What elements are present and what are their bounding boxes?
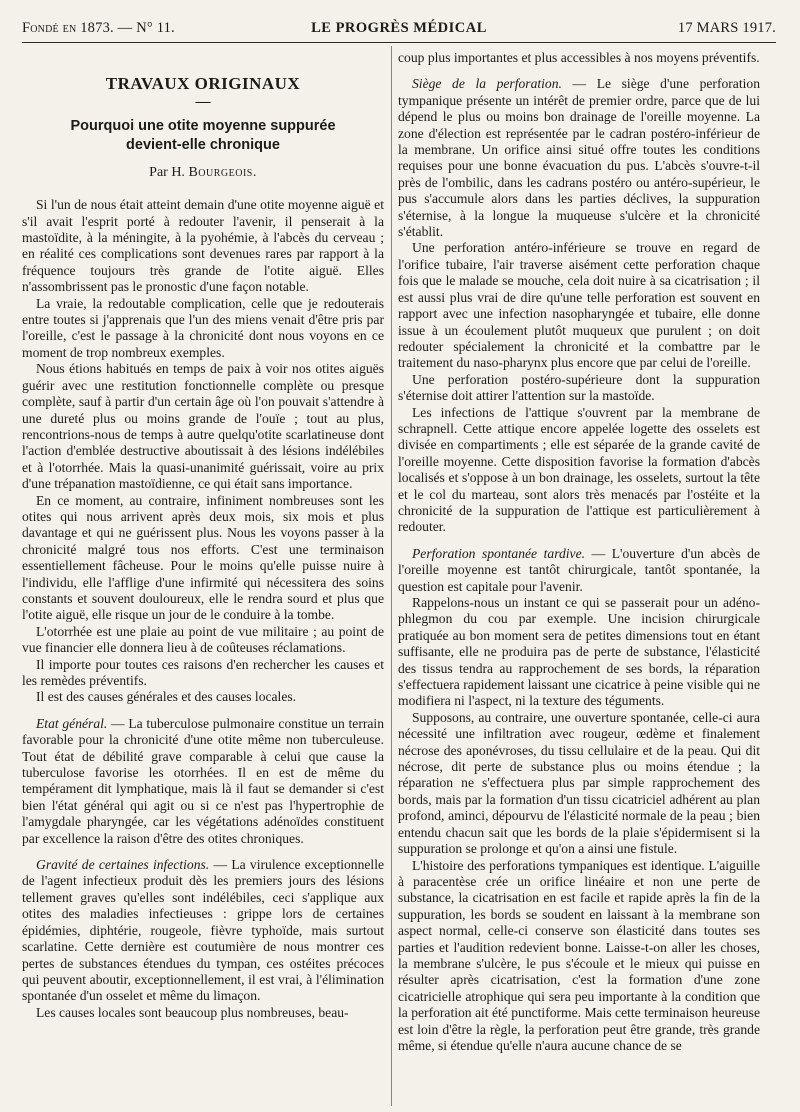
- right-column: [398, 50, 760, 1054]
- journal-title: LE PROGRÈS MÉDICAL: [311, 20, 487, 36]
- paragraph: L'histoire des perforations tympaniques est identique. L'aiguille à paracentèse crée un orifice linéaire et non une perte de substance, la cicatrisation en est facile et rapide après la fin de la suppuration, les bords se soudent en laissant à la membrane son aspect normal, celle-ci conserve son élasticité dans toutes ses parties et l'audition redevient bonne. Laisse-t-on aller les choses, la membrane s'ulcère, le pus s'écoule et le mieux qui puisse en résulter après cicatrisation, c'est la formation d'une zone cicatricielle atrophique qui sera peu importante à la condition que la perforation ait été punctiforme. Mais cette terminaison heureuse est loin d'être la règle, la perforation peut être grande, très grande même, si étendue qu'elle n'aura aucune chance de se: [398, 857, 760, 1053]
- paragraph: Une perforation antéro-inférieure se trouve en regard de l'orifice tubaire, l'air traverse aisément cette perforation chaque fois que le malade se mouche, cela doit nuire à sa cicatrisation ; il est aussi plus vrai de dire qu'une telle perforation est souvent en rapport avec une infection nasopharyngée et tubaire, elle donne issue à un écoulement plutôt muqueux que purulent ; on doit redouter spécialement la chronicité et la combattre par le traitement du naso-pharynx plus encore que par celui de l'oreille.: [398, 240, 760, 371]
- paragraph-text: — La tuberculose pulmonaire constitue un terrain favorable pour la chronicité d'une otite même non tuberculeuse. Tout état de débilité grave comparable à celui que cause la tuberculose favorise les otorrhées. Il en est de même du tempérament dit lymphatique, mais là il faut se demander si c'est bien l'état général qui agit ou si ce n'est pas l'hypertrophie de l'amygdale pharyngée, car les végétations adénoïdes constituent par excellence la raison d'être des otites chroniques.: [22, 715, 384, 846]
- running-head: [22, 20, 776, 40]
- paragraph: Les infections de l'attique s'ouvrent par la membrane de schrapnell. Cette attique encore appelée logette des osselets est divisée en compartiments ; elle est séparée de la grande cavité de l'oreille moyenne. Cette disposition favorise la formation d'abcès localisés et s'oppose à un bon drainage, les osselets, surtout la tête et le col du marteau, sont alors très menacés par l'ostéite et la chronicité de la suppuration de l'attique est particulièrement à redouter.: [398, 404, 760, 535]
- paragraph-text: — L'ouverture d'un abcès de l'oreille moyenne est tantôt chirurgicale, tantôt spontanée, la question est capitale pour l'avenir.: [398, 545, 760, 594]
- paragraph: Une perforation postéro-supérieure dont la suppuration s'éternise doit attirer l'attention sur la mastoïde.: [398, 371, 760, 404]
- article-title: Pourquoi une otite moyenne suppurée devient-elle chronique: [70, 117, 336, 153]
- subheading-etat-general: Etat général.: [36, 715, 108, 731]
- author-name: Bourgeois.: [188, 164, 257, 180]
- paragraph-gravite: [22, 857, 384, 1005]
- paragraph-etat-general: [22, 716, 384, 847]
- paragraph: Si l'un de nous était atteint demain d'une otite moyenne aiguë et s'il avait l'esprit porté à redouter l'avenir, il penserait à la mastoïdite, à la méningite, à la pyohémie, à l'abcès du cerveau ; en réalité ces complications sont devenues rares par rapport à la fréquence toujours très grande de l'otite aiguë. Elles n'assombrissent pas le pronostic d'une façon notable.: [22, 197, 384, 295]
- paragraph-perforation: [398, 546, 760, 595]
- header-rule: [22, 42, 776, 43]
- paragraph: Les causes locales sont beaucoup plus nombreuses, beau-: [36, 1004, 349, 1020]
- paragraph: En ce moment, au contraire, infiniment nombreuses sont les otites qui nous arrivent après deux mois, six mois et plus davantage et qui ne guérissent plus. Nous les voyons passer à la chronicité malgré tous nos efforts. C'est une terminaison essentiellement fâcheuse. Pour le moins qu'elle puisse nuire à l'individu, elle l'afflige d'une infirmité qui nécessitera des soins constants et souvent douloureux, elle le rendra sourd et plus que l'otite aiguë, elle risque un jour de le conduire à la tombe.: [22, 492, 384, 623]
- column-divider: [391, 46, 392, 1106]
- issue-date: 17 MARS 1917.: [677, 20, 776, 36]
- left-column: [22, 50, 384, 1021]
- paragraph: Supposons, au contraire, une ouverture spontanée, celle-ci aura nécessité une infiltration avec rougeur, œdème et finalement nécrose des aponévroses, du tissu cellulaire et de la peau. Qui dit nécrose, dit perte de substance plus ou moins étendue ; la réparation ne s'effectuera plus par simple rapprochement des bords, mais par la formation d'un tissu cicatriciel adhérent au plan profond, aminci, dépourvu de l'élasticité normale de la peau ; bien entendu chacun sait que les bords de la plaie s'épidermisent si la suppuration se prolonge et qu'on a ainsi une fistule.: [398, 709, 760, 857]
- subheading-siege: Siège de la perforation.: [412, 76, 562, 92]
- paragraph-continued: coup plus importantes et plus accessibles à nos moyens préventifs.: [398, 50, 760, 65]
- subheading-gravite: Gravité de certaines infections.: [36, 857, 210, 873]
- header-founded: Fondé en 1873. — N° 11.: [22, 20, 175, 36]
- paragraph-text: — Le siège d'une perforation tympanique présente un intérêt de premier ordre, parce que de lui dépend le plus ou moins bon drainage de l'oreille moyenne. La zone d'élection est représentée par le cadran postéro-inférieur de la membrane. Un orifice ainsi situé offre toutes les conditions requises pour une bonne évacuation du pus. L'abcès s'ouvre-t-il près de l'ombilic, dans les cadrans postéro ou antéro-supérieur, le pus s'accumule alors dans les parties déclives, la suppuration s'éternise, à la longue la muqueuse s'ulcère et la chronicité s'établit.: [398, 76, 760, 240]
- paragraph: L'otorrhée est une plaie au point de vue militaire ; au point de vue financier elle donnera lieu à de coûteuses réclamations.: [22, 623, 384, 656]
- paragraph: Il est des causes générales et des causes locales.: [36, 689, 297, 705]
- paragraph: Rappelons-nous un instant ce qui se passerait pour un adéno-phlegmon du cou par exemple. Une incision chirurgicale pratiquée au bon moment sera de petites dimensions tout en étant suffisante, elle ne produira pas de perte de substance, l'élasticité des tissus tendra au rapprochement de ses bords, la réparation s'effectuera rapidement laissant une cicatrice à peine visible qui ne modifiera ni l'aspect, ni la texture des téguments.: [398, 595, 760, 709]
- byline: [22, 165, 384, 181]
- subheading-perforation: Perforation spontanée tardive.: [412, 545, 586, 561]
- section-title: TRAVAUX ORIGINAUX: [105, 74, 301, 93]
- paragraph: Nous étions habitués en temps de paix à voir nos otites aiguës guérir avec une restitution fonctionnelle complète ou presque complète, sauf à partir d'un certain âge où l'on pouvait s'attendre à une dureté plus ou moins grande de l'ouïe ; tout au plus, rencontrions-nous de temps à autre quelqu'otite scarlatineuse dont l'action d'emblée destructive aboutissait à des lésions indélébiles et à l'otorrhée. Mais la quasi-unanimité guérissait, voire au prix d'une trépanation mastoïdienne, ce qui était sans importance.: [22, 361, 384, 492]
- paragraph-text: — La virulence exceptionnelle de l'agent infectieux produit dès les premiers jours des lésions tellement graves qu'elles sont indélébiles, ceci s'applique aux otites des maladies infectieuses : grippe lors de certaines épidémies, diphtérie, rougeole, fièvre typhoïde, mais surtout scarlatine. Cette dernière est coutumière de nous montrer ces pertes de substances étendues du tympan, ces ostéites précoces qui peuvent aboutir, exceptionnellement, il est vrai, à l'élimination spontanée d'un osselet et même du limaçon.: [22, 857, 385, 1004]
- paragraph: La vraie, la redoutable complication, celle que je redouterais entre toutes si j'apprenais que l'un des miens venait d'être pris par l'oreille, c'est le passage à la chronicité dont nous voyons en ce moment de trop nombreux exemples.: [22, 295, 384, 360]
- byline-prefix: Par H.: [149, 164, 185, 180]
- paragraph: Il importe pour toutes ces raisons d'en rechercher les causes et les remèdes préventifs.: [22, 656, 384, 688]
- section-dash: —: [195, 94, 211, 111]
- paragraph-siege: [398, 76, 760, 240]
